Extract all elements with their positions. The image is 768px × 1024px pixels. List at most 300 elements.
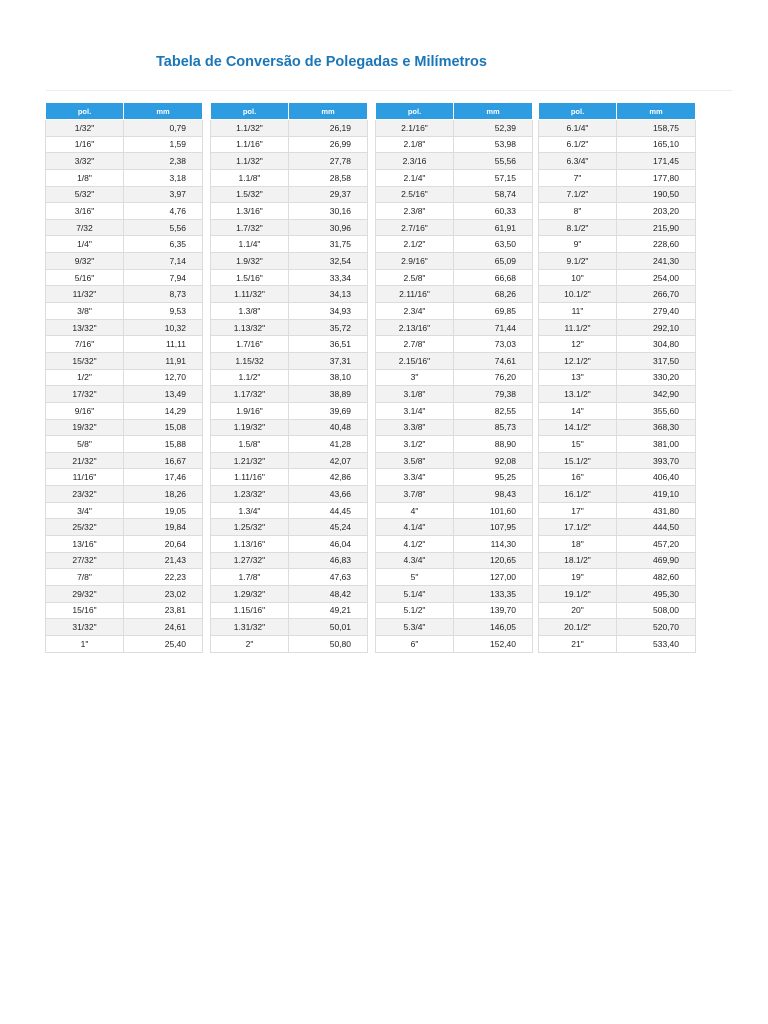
cell-mm: 28,58 [289, 169, 368, 186]
cell-pol: 13" [539, 369, 617, 386]
cell-pol: 1" [46, 635, 124, 652]
cell-pol: 7/16" [46, 336, 124, 353]
cell-mm: 52,39 [454, 120, 533, 137]
cell-mm: 74,61 [454, 352, 533, 369]
cell-pol: 1.17/32" [211, 386, 289, 403]
table-row [46, 469, 203, 486]
cell-pol: 3.1/8" [376, 386, 454, 403]
table-row [211, 219, 368, 236]
cell-mm: 101,60 [454, 502, 533, 519]
cell-pol: 25/32" [46, 519, 124, 536]
cell-mm: 37,31 [289, 352, 368, 369]
table-row [539, 219, 696, 236]
table-row [46, 536, 203, 553]
cell-pol: 2.11/16" [376, 286, 454, 303]
cell-mm: 16,67 [124, 452, 203, 469]
cell-mm: 47,63 [289, 569, 368, 586]
cell-pol: 1.19/32" [211, 419, 289, 436]
cell-mm: 520,70 [617, 619, 696, 636]
cell-mm: 482,60 [617, 569, 696, 586]
cell-mm: 190,50 [617, 186, 696, 203]
cell-mm: 406,40 [617, 469, 696, 486]
cell-mm: 393,70 [617, 452, 696, 469]
table-row [211, 569, 368, 586]
table-row [539, 120, 696, 137]
cell-pol: 23/32" [46, 486, 124, 503]
table-row [46, 552, 203, 569]
cell-mm: 26,99 [289, 136, 368, 153]
table-row [539, 153, 696, 170]
cell-mm: 46,04 [289, 536, 368, 553]
cell-pol: 3/32" [46, 153, 124, 170]
cell-mm: 23,02 [124, 585, 203, 602]
table-row [376, 552, 533, 569]
cell-pol: 2.3/4" [376, 303, 454, 320]
cell-pol: 1.27/32" [211, 552, 289, 569]
cell-pol: 1.29/32" [211, 585, 289, 602]
cell-mm: 215,90 [617, 219, 696, 236]
cell-pol: 1.1/32" [211, 120, 289, 137]
cell-pol: 1/32" [46, 120, 124, 137]
table-row [211, 469, 368, 486]
cell-pol: 1.7/8" [211, 569, 289, 586]
cell-mm: 381,00 [617, 436, 696, 453]
cell-pol: 10" [539, 269, 617, 286]
table-row [46, 619, 203, 636]
table-row [46, 186, 203, 203]
cell-pol: 1.1/32" [211, 153, 289, 170]
cell-mm: 266,70 [617, 286, 696, 303]
cell-mm: 85,73 [454, 419, 533, 436]
table-row [376, 120, 533, 137]
table-row [211, 619, 368, 636]
cell-mm: 36,51 [289, 336, 368, 353]
header-pol: pol. [46, 103, 124, 120]
cell-pol: 1.1/8" [211, 169, 289, 186]
cell-pol: 1.15/16" [211, 602, 289, 619]
cell-pol: 8.1/2" [539, 219, 617, 236]
cell-mm: 30,16 [289, 203, 368, 220]
cell-pol: 5" [376, 569, 454, 586]
table-row [46, 585, 203, 602]
table-row [539, 635, 696, 652]
cell-pol: 20.1/2" [539, 619, 617, 636]
cell-pol: 2" [211, 635, 289, 652]
table-row [539, 186, 696, 203]
table-row [539, 203, 696, 220]
table-row [46, 386, 203, 403]
cell-mm: 171,45 [617, 153, 696, 170]
cell-pol: 2.1/8" [376, 136, 454, 153]
cell-pol: 15.1/2" [539, 452, 617, 469]
cell-mm: 5,56 [124, 219, 203, 236]
cell-mm: 48,42 [289, 585, 368, 602]
table-row [46, 219, 203, 236]
table-row [539, 569, 696, 586]
cell-pol: 4.1/4" [376, 519, 454, 536]
cell-pol: 7/8" [46, 569, 124, 586]
table-row [46, 253, 203, 270]
cell-mm: 3,97 [124, 186, 203, 203]
cell-pol: 6.3/4" [539, 153, 617, 170]
cell-mm: 19,84 [124, 519, 203, 536]
table-row [211, 203, 368, 220]
cell-pol: 1.9/32" [211, 253, 289, 270]
cell-pol: 1.13/32" [211, 319, 289, 336]
cell-pol: 14" [539, 402, 617, 419]
cell-pol: 5.1/2" [376, 602, 454, 619]
cell-mm: 419,10 [617, 486, 696, 503]
cell-pol: 1/2" [46, 369, 124, 386]
table-row [376, 352, 533, 369]
cell-pol: 11/32" [46, 286, 124, 303]
cell-pol: 21/32" [46, 452, 124, 469]
table-row [376, 153, 533, 170]
table-row [211, 402, 368, 419]
table-row [376, 635, 533, 652]
cell-mm: 39,69 [289, 402, 368, 419]
cell-pol: 19/32" [46, 419, 124, 436]
table-row [211, 552, 368, 569]
cell-pol: 1.1/2" [211, 369, 289, 386]
table-header-row [211, 103, 368, 120]
table-row [46, 286, 203, 303]
table-row [376, 136, 533, 153]
conversion-table-4 [538, 102, 696, 653]
cell-mm: 330,20 [617, 369, 696, 386]
cell-mm: 469,90 [617, 552, 696, 569]
cell-mm: 139,70 [454, 602, 533, 619]
table-row [211, 436, 368, 453]
table-row [211, 153, 368, 170]
table-row [376, 419, 533, 436]
cell-mm: 368,30 [617, 419, 696, 436]
table-row [539, 402, 696, 419]
cell-mm: 146,05 [454, 619, 533, 636]
table-row [539, 253, 696, 270]
table-row [539, 286, 696, 303]
table-row [211, 319, 368, 336]
table-row [539, 269, 696, 286]
header-mm: mm [124, 103, 203, 120]
table-row [376, 402, 533, 419]
cell-mm: 0,79 [124, 120, 203, 137]
table-row [211, 452, 368, 469]
table-row [46, 436, 203, 453]
table-row [211, 136, 368, 153]
cell-mm: 355,60 [617, 402, 696, 419]
cell-mm: 25,40 [124, 635, 203, 652]
cell-mm: 34,13 [289, 286, 368, 303]
cell-mm: 26,19 [289, 120, 368, 137]
cell-mm: 203,20 [617, 203, 696, 220]
cell-pol: 16" [539, 469, 617, 486]
cell-pol: 15/16" [46, 602, 124, 619]
cell-pol: 1.7/32" [211, 219, 289, 236]
table-row [211, 519, 368, 536]
cell-pol: 9.1/2" [539, 253, 617, 270]
table-row [376, 536, 533, 553]
table-row [46, 402, 203, 419]
cell-pol: 5.1/4" [376, 585, 454, 602]
cell-pol: 13/32" [46, 319, 124, 336]
table-row [539, 303, 696, 320]
header-pol: pol. [539, 103, 617, 120]
table-row [376, 319, 533, 336]
cell-pol: 17/32" [46, 386, 124, 403]
cell-pol: 13/16" [46, 536, 124, 553]
table-row [211, 369, 368, 386]
table-row [46, 169, 203, 186]
cell-mm: 61,91 [454, 219, 533, 236]
cell-pol: 2.7/8" [376, 336, 454, 353]
table-row [46, 269, 203, 286]
cell-mm: 4,76 [124, 203, 203, 220]
cell-mm: 45,24 [289, 519, 368, 536]
cell-pol: 11" [539, 303, 617, 320]
table-row [539, 502, 696, 519]
cell-mm: 58,74 [454, 186, 533, 203]
cell-pol: 3/16" [46, 203, 124, 220]
conversion-table-1 [45, 102, 203, 653]
cell-pol: 1.13/16" [211, 536, 289, 553]
table-row [376, 519, 533, 536]
table-row [539, 369, 696, 386]
cell-pol: 11/16" [46, 469, 124, 486]
table-row [46, 319, 203, 336]
title-divider [46, 90, 732, 91]
table-row [539, 169, 696, 186]
cell-mm: 88,90 [454, 436, 533, 453]
cell-pol: 1.5/8" [211, 436, 289, 453]
table-row [211, 303, 368, 320]
cell-pol: 7/32 [46, 219, 124, 236]
cell-mm: 317,50 [617, 352, 696, 369]
cell-mm: 53,98 [454, 136, 533, 153]
cell-mm: 32,54 [289, 253, 368, 270]
cell-pol: 6.1/4" [539, 120, 617, 137]
cell-pol: 1.21/32" [211, 452, 289, 469]
cell-pol: 3" [376, 369, 454, 386]
cell-mm: 50,01 [289, 619, 368, 636]
cell-mm: 14,29 [124, 402, 203, 419]
cell-mm: 279,40 [617, 303, 696, 320]
cell-mm: 158,75 [617, 120, 696, 137]
table-row [211, 253, 368, 270]
table-row [211, 419, 368, 436]
table-row [376, 236, 533, 253]
table-row [539, 236, 696, 253]
cell-pol: 10.1/2" [539, 286, 617, 303]
cell-pol: 1.15/32 [211, 352, 289, 369]
cell-pol: 1/16" [46, 136, 124, 153]
cell-mm: 19,05 [124, 502, 203, 519]
cell-mm: 63,50 [454, 236, 533, 253]
cell-pol: 29/32" [46, 585, 124, 602]
cell-pol: 7.1/2" [539, 186, 617, 203]
cell-pol: 5/32" [46, 186, 124, 203]
cell-mm: 165,10 [617, 136, 696, 153]
cell-mm: 23,81 [124, 602, 203, 619]
table-row [211, 386, 368, 403]
cell-pol: 2.1/16" [376, 120, 454, 137]
cell-pol: 2.7/16" [376, 219, 454, 236]
table-header-row [46, 103, 203, 120]
cell-pol: 9" [539, 236, 617, 253]
table-row [46, 303, 203, 320]
table-row [211, 236, 368, 253]
table-row [539, 519, 696, 536]
table-row [211, 186, 368, 203]
table-row [539, 352, 696, 369]
cell-mm: 71,44 [454, 319, 533, 336]
cell-pol: 1/8" [46, 169, 124, 186]
table-row [211, 120, 368, 137]
cell-mm: 41,28 [289, 436, 368, 453]
cell-mm: 29,37 [289, 186, 368, 203]
cell-mm: 533,40 [617, 635, 696, 652]
header-mm: mm [617, 103, 696, 120]
cell-mm: 17,46 [124, 469, 203, 486]
table-row [376, 219, 533, 236]
table-row [539, 136, 696, 153]
table-row [539, 386, 696, 403]
cell-pol: 1.25/32" [211, 519, 289, 536]
cell-mm: 114,30 [454, 536, 533, 553]
table-row [376, 336, 533, 353]
cell-mm: 133,35 [454, 585, 533, 602]
table-row [376, 436, 533, 453]
cell-mm: 66,68 [454, 269, 533, 286]
table-row [539, 602, 696, 619]
cell-mm: 7,94 [124, 269, 203, 286]
cell-mm: 15,88 [124, 436, 203, 453]
cell-pol: 17.1/2" [539, 519, 617, 536]
cell-pol: 15" [539, 436, 617, 453]
cell-pol: 2.1/2" [376, 236, 454, 253]
conversion-table-2 [210, 102, 368, 653]
cell-pol: 19.1/2" [539, 585, 617, 602]
cell-pol: 5.3/4" [376, 619, 454, 636]
table-row [539, 585, 696, 602]
table-row [46, 569, 203, 586]
table-row [539, 419, 696, 436]
cell-pol: 14.1/2" [539, 419, 617, 436]
cell-mm: 241,30 [617, 253, 696, 270]
table-row [376, 186, 533, 203]
table-row [376, 602, 533, 619]
cell-pol: 9/16" [46, 402, 124, 419]
cell-pol: 1.31/32" [211, 619, 289, 636]
table-row [376, 203, 533, 220]
cell-mm: 73,03 [454, 336, 533, 353]
cell-mm: 495,30 [617, 585, 696, 602]
cell-mm: 65,09 [454, 253, 533, 270]
table-row [376, 303, 533, 320]
cell-mm: 21,43 [124, 552, 203, 569]
cell-pol: 2.1/4" [376, 169, 454, 186]
cell-pol: 1.5/32" [211, 186, 289, 203]
cell-mm: 20,64 [124, 536, 203, 553]
cell-pol: 1.3/4" [211, 502, 289, 519]
table-row [46, 419, 203, 436]
cell-pol: 2.5/8" [376, 269, 454, 286]
cell-pol: 21" [539, 635, 617, 652]
table-header-row [539, 103, 696, 120]
cell-mm: 1,59 [124, 136, 203, 153]
cell-mm: 15,08 [124, 419, 203, 436]
cell-pol: 6" [376, 635, 454, 652]
table-row [46, 486, 203, 503]
table-row [376, 286, 533, 303]
cell-mm: 42,07 [289, 452, 368, 469]
cell-mm: 12,70 [124, 369, 203, 386]
table-row [211, 352, 368, 369]
table-row [46, 203, 203, 220]
table-row [46, 452, 203, 469]
cell-mm: 8,73 [124, 286, 203, 303]
cell-pol: 4.3/4" [376, 552, 454, 569]
cell-mm: 35,72 [289, 319, 368, 336]
table-row [211, 602, 368, 619]
cell-mm: 22,23 [124, 569, 203, 586]
cell-mm: 457,20 [617, 536, 696, 553]
conversion-table-3 [375, 102, 533, 653]
table-row [211, 286, 368, 303]
table-row [376, 585, 533, 602]
cell-pol: 2.5/16" [376, 186, 454, 203]
table-row [376, 369, 533, 386]
cell-pol: 6.1/2" [539, 136, 617, 153]
table-row [539, 619, 696, 636]
cell-pol: 18.1/2" [539, 552, 617, 569]
page-title: Tabela de Conversão de Polegadas e Milímetros [156, 54, 487, 70]
cell-mm: 33,34 [289, 269, 368, 286]
cell-mm: 42,86 [289, 469, 368, 486]
cell-pol: 16.1/2" [539, 486, 617, 503]
cell-mm: 38,10 [289, 369, 368, 386]
cell-mm: 50,80 [289, 635, 368, 652]
cell-mm: 69,85 [454, 303, 533, 320]
table-row [376, 386, 533, 403]
cell-mm: 34,93 [289, 303, 368, 320]
cell-mm: 49,21 [289, 602, 368, 619]
cell-pol: 1.9/16" [211, 402, 289, 419]
cell-mm: 127,00 [454, 569, 533, 586]
cell-pol: 2.3/16 [376, 153, 454, 170]
header-pol: pol. [376, 103, 454, 120]
cell-pol: 12.1/2" [539, 352, 617, 369]
cell-mm: 254,00 [617, 269, 696, 286]
cell-pol: 3/4" [46, 502, 124, 519]
cell-pol: 3/8" [46, 303, 124, 320]
cell-pol: 4" [376, 502, 454, 519]
cell-mm: 40,48 [289, 419, 368, 436]
cell-mm: 3,18 [124, 169, 203, 186]
table-row [46, 153, 203, 170]
table-row [539, 486, 696, 503]
table-row [46, 502, 203, 519]
cell-pol: 1.1/4" [211, 236, 289, 253]
cell-pol: 1.11/16" [211, 469, 289, 486]
table-row [539, 536, 696, 553]
cell-pol: 8" [539, 203, 617, 220]
cell-mm: 95,25 [454, 469, 533, 486]
cell-mm: 7,14 [124, 253, 203, 270]
cell-mm: 82,55 [454, 402, 533, 419]
table-row [46, 369, 203, 386]
table-row [46, 236, 203, 253]
